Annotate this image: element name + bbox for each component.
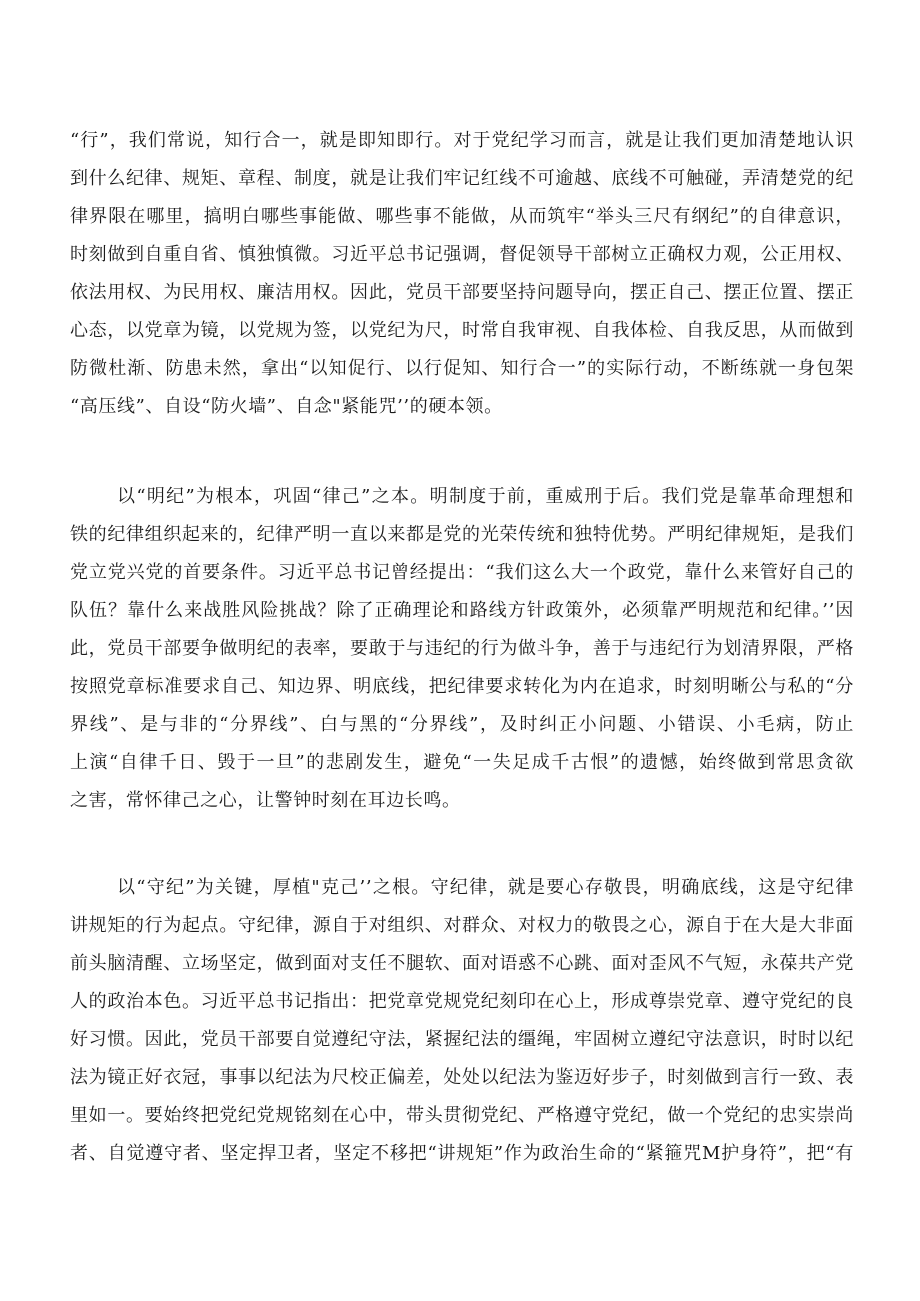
text-line: 里如一。要始终把党纪党规铭刻在心中，带头贯彻党纪、严格遵守党纪，做一个党纪的忠实崇尚 (70, 1105, 854, 1126)
paragraph-ming-ji (70, 478, 854, 820)
text-line: 到什么纪律、规矩、章程、制度，就是让我们牢记红线不可逾越、底线不可触碰，弄清楚党的纪 (70, 168, 854, 189)
text-line: 此，党员干部要争做明纪的表率，要敢于与违纪的行为做斗争，善于与违纪行为划清界限，严格 (70, 638, 854, 659)
text-line: 者、自觉遵守者、坚定捍卫者，坚定不移把“讲规矩”作为政治生命的“紧箍咒M护身符”，把“有 (70, 1143, 854, 1164)
text-line: 以“明纪”为根本，巩固“律己”之本。明制度于前，重威刑于后。我们党是靠革命理想和 (117, 486, 854, 507)
text-line: “行”，我们常说，知行合一，就是即知即行。对于党纪学习而言，就是让我们更加清楚地认识 (70, 130, 854, 151)
text-line: 铁的纪律组织起来的，纪律严明一直以来都是党的光荣传统和独特优势。严明纪律规矩，是我们 (70, 524, 854, 545)
text-line: 前头脑清醒、立场坚定，做到面对支任不腿软、面对语惑不心跳、面对歪风不气短，永葆共产党 (70, 953, 854, 974)
text-line: 依法用权、为民用权、廉洁用权。因此，党员干部要坚持问题导向，摆正自己、摆正位置、摆正 (70, 282, 854, 303)
text-line: 心态，以党章为镜，以党规为签，以党纪为尺，时常自我审视、自我体检、自我反思，从而做到 (70, 320, 854, 341)
text-line: 律界限在哪里，搞明白哪些事能做、哪些事不能做，从而筑牢“举头三尺有纲纪”的自律意识， (70, 206, 854, 227)
text-line: 法为镜正好衣冠，事事以纪法为尺校正偏差，处处以纪法为鉴迈好步子，时刻做到言行一致、表 (70, 1067, 854, 1088)
text-line: 时刻做到自重自省、慎独慎微。习近平总书记强调，督促领导干部树立正确权力观，公正用权、 (70, 244, 854, 265)
paragraph-practice (70, 122, 854, 426)
text-line: 党立党兴党的首要条件。习近平总书记曾经提出：“我们这么大一个政党，靠什么来管好自己的 (70, 562, 854, 583)
text-line: “高压线”、自设“防火墙”、自念"紧能咒’’的硬本领。 (70, 396, 503, 417)
text-line: 队伍？靠什么来战胜风险挑战？除了正确理论和路线方针政策外，必须靠严明规范和纪律。’’因 (70, 600, 854, 621)
text-line: 人的政治本色。习近平总书记指出：把党章党规党纪刻印在心上，形成尊崇党章、遵守党纪的良 (70, 991, 854, 1012)
text-line: 防微杜渐、防患未然，拿出“以知促行、以行促知、知行合一”的实际行动，不断练就一身包架 (70, 358, 854, 379)
text-line: 之害，常怀律己之心，让警钟时刻在耳边长鸣。 (70, 790, 461, 811)
text-line: 界线”、是与非的“分界线”、白与黑的“分界线”，及时纠正小问题、小错误、小毛病，防止 (70, 714, 854, 735)
text-line: 讲规矩的行为起点。守纪律，源自于对组织、对群众、对权力的敬畏之心，源自于在大是大非面 (70, 915, 854, 936)
text-line: 上演“自律千日、毁于一旦”的悲剧发生，避免“一失足成千古恨”的遗憾，始终做到常思贪欲 (70, 752, 854, 773)
text-line: 好习惯。因此，党员干部要自觉遵纪守法，紧握纪法的缰绳，牢固树立遵纪守法意识，时时以纪 (70, 1029, 854, 1050)
paragraph-shou-ji (70, 869, 854, 1173)
text-line: 以“守纪”为关键，厚植"克己’’之根。守纪律，就是要心存敬畏，明确底线，这是守纪律 (117, 877, 854, 898)
text-line: 按照党章标准要求自己、知边界、明底线，把纪律要求转化为内在追求，时刻明晰公与私的“分 (70, 676, 854, 697)
